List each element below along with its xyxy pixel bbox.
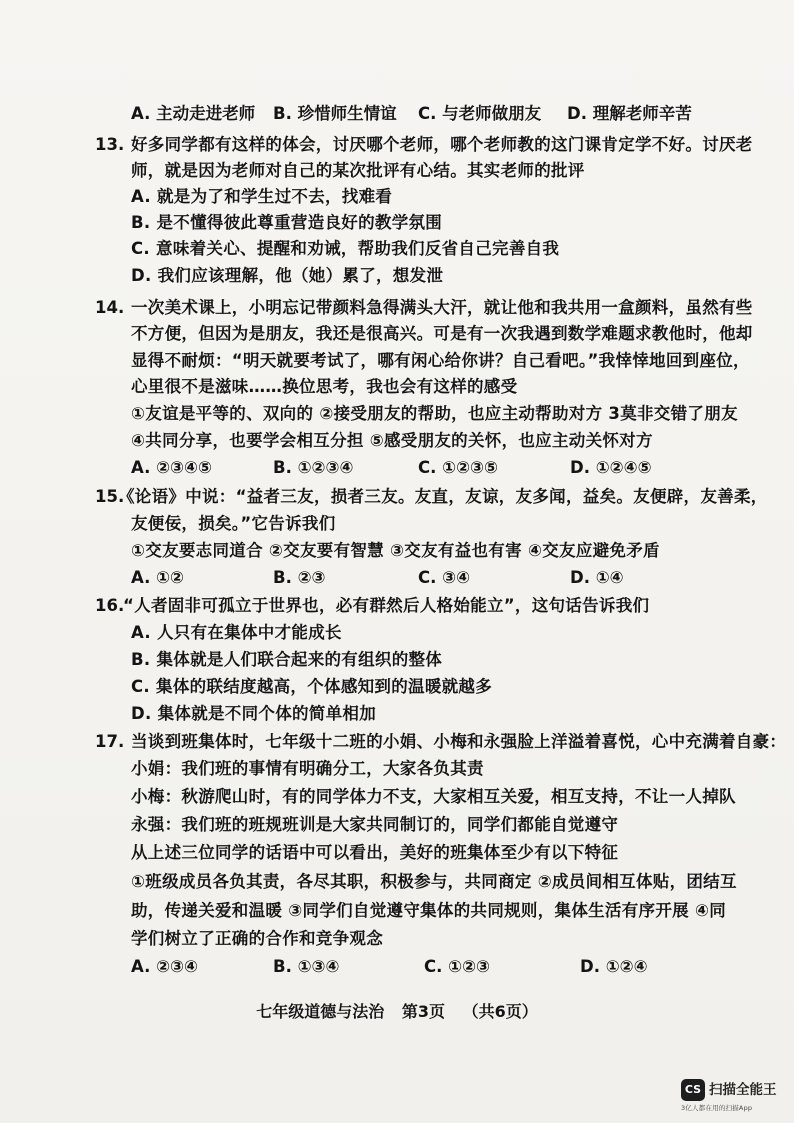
q14-stem-line: 显得不耐烦：“明天就要考试了，哪有闲心给你讲？自己看吧。”我悻悻地回到座位， [131, 351, 750, 370]
q17-number: 17. [95, 732, 125, 751]
q14-number: 14. [95, 298, 125, 317]
footer-total: （共6页） [462, 1002, 538, 1021]
q15-number: 15. [95, 487, 125, 506]
q12-option-b: B. 珍惜师生情谊 [273, 104, 397, 123]
q15-statements: ①交友要志同道合 ②交友要有智慧 ③交友有益也有害 ④交友应避免矛盾 [131, 541, 660, 560]
q14-statements: ①友谊是平等的、双向的 ②接受朋友的帮助，也应主动帮助对方 3莫非交错了朋友 [131, 404, 738, 423]
q13-stem-line: 师，就是因为老师对自己的某次批评有心结。其实老师的批评 [131, 161, 585, 180]
q15-option-d: D. ①④ [570, 568, 624, 587]
q13-option-c: C. 意味着关心、提醒和劝诫，帮助我们反省自己完善自我 [131, 239, 560, 258]
q15-option-b: B. ②③ [273, 568, 326, 587]
q14-stem-line: 一次美术课上，小明忘记带颜料急得满头大汗，就让他和我共用一盒颜料，虽然有些 [131, 298, 753, 317]
q13-number: 13. [95, 135, 125, 154]
q15-option-c: C. ③④ [418, 568, 471, 587]
q16-option-b: B. 集体就是人们联合起来的有组织的整体 [131, 650, 443, 669]
q17-stem-line: 从上述三位同学的话语中可以看出，美好的班集体至少有以下特征 [131, 843, 619, 862]
q15-stem-line: 《论语》中说：“益者三友，损者三友。友直，友谅，友多闻，益矣。友便辟，友善柔， [118, 487, 768, 506]
watermark-tagline: 3亿人都在用的扫描App [681, 1104, 753, 1112]
page-footer [0, 1001, 794, 1023]
q16-option-d: D. 集体就是不同个体的简单相加 [131, 704, 377, 723]
q17-stem-line: 小梅：秋游爬山时，有的同学体力不支，大家相互关爱，相互支持，不让一人掉队 [131, 787, 736, 806]
q16-option-a: A. 人只有在集体中才能成长 [131, 623, 342, 642]
q14-stem-line: 心里很不是滋味……换位思考，我也会有这样的感受 [131, 377, 518, 396]
q14-option-c: C. ①②③⑤ [418, 458, 499, 477]
q14-statements: ④共同分享，也要学会相互分担 ⑤感受朋友的关怀，也应主动关怀对方 [131, 431, 653, 450]
q17-statements: ①班级成员各负其责，各尽其职，积极参与，共同商定 ②成员间相互体贴，团结互 [131, 872, 737, 891]
q14-option-d: D. ①②④⑤ [570, 458, 652, 477]
camscanner-logo-icon: CS [681, 1079, 705, 1101]
q17-statements: 学们树立了正确的合作和竞争观念 [131, 929, 383, 948]
q12-option-a: A. 主动走进老师 [131, 104, 256, 123]
q17-option-d: D. ①②④ [580, 957, 648, 976]
q17-option-c: C. ①②③ [424, 957, 491, 976]
q16-option-c: C. 集体的联结度越高，个体感知到的温暖就越多 [131, 677, 493, 696]
q17-statements: 助，传递关爱和温暖 ③同学们自觉遵守集体的共同规则，集体生活有序开展 ④同 [131, 901, 727, 920]
q14-stem-line: 不方便，但因为是朋友，我还是很高兴。可是有一次我遇到数学难题求教他时，他却 [131, 324, 753, 343]
scanner-watermark [681, 1079, 791, 1119]
q13-stem-line: 好多同学都有这样的体会，讨厌哪个老师，哪个老师教的这门课肯定学不好。讨厌老 [131, 135, 753, 154]
q17-stem-line: 小娟：我们班的事情有明确分工，大家各负其责 [131, 759, 484, 778]
footer-subject: 七年级道德与法治 [256, 1002, 385, 1021]
q15-stem-line: 友便佞，损矣。”它告诉我们 [131, 514, 336, 533]
q17-option-a: A. ②③④ [131, 957, 198, 976]
q14-option-a: A. ②③④⑤ [131, 458, 212, 477]
q12-option-c: C. 与老师做朋友 [418, 104, 542, 123]
q13-option-a: A. 就是为了和学生过不去，找难看 [131, 187, 393, 206]
q16-stem-line: “人者固非可孤立于世界也，必有群然后人格始能立”，这句话告诉我们 [123, 596, 650, 615]
q17-option-b: B. ①③④ [273, 957, 340, 976]
q15-option-a: A. ①② [131, 568, 185, 587]
q12-option-d: D. 理解老师辛苦 [567, 104, 692, 123]
q17-stem-line: 当谈到班集体时，七年级十二班的小娟、小梅和永强脸上洋溢着喜悦，心中充满着自豪： [131, 732, 787, 751]
q14-option-b: B. ①②③④ [273, 458, 354, 477]
q13-option-b: B. 是不懂得彼此尊重营造良好的教学氛围 [131, 213, 443, 232]
q16-number: 16. [95, 596, 125, 615]
footer-page: 第3页 [401, 1002, 445, 1021]
watermark-app-name: 扫描全能王 [709, 1082, 777, 1098]
q13-option-d: D. 我们应该理解，他（她）累了，想发泄 [131, 266, 444, 285]
q17-stem-line: 永强：我们班的班规班训是大家共同制订的，同学们都能自觉遵守 [131, 815, 619, 834]
